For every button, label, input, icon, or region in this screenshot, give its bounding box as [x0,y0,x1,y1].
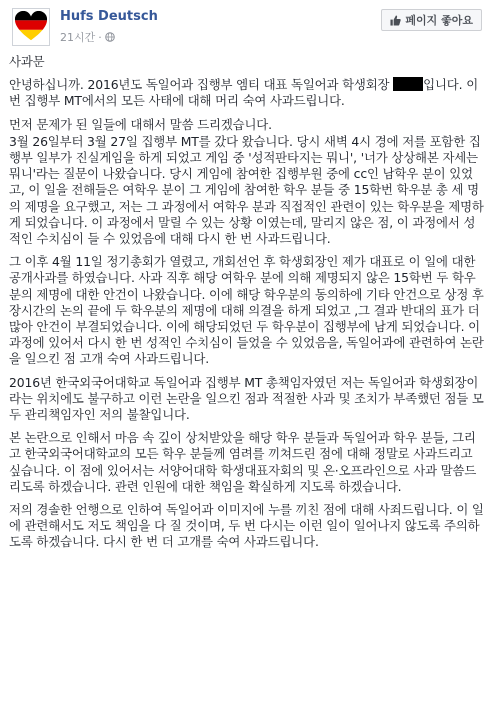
post-paragraph: 3월 26일부터 3월 27일 집행부 MT를 갔다 왔습니다. 당시 새벽 4시 경에 저를 포함한 집행부 일부가 진실게임을 하게 되었고 게임 중 '성적판타지는 뭐니', '너가 상상해본 자세는 뭐니'라는 질문이 나왔습니다. 당시 게임에 참여한 집행부원 중에 cc인 남학우 분이 있었고, 이 일을 전해들은 여학우 분이 그 게임에 참여한 학우 분들 중 15학번 학우분 총 세 명의 제명을 요구했고, 저는 그 과정에서 여학우 분과 직접적인 관련이 있는 학우분을 제명하게 되었습니다. 이 과정에서 말릴 수 있는 상황 이였는데, 말리지 않은 점, 이 과정에서 성적인 수치심이 들 수 있었음에 대해 다시 한 번 사과드립니다. [9,133,484,247]
post-header [0,0,490,50]
post-title: 사과문 [9,54,45,69]
post-paragraph: 먼저 문제가 된 일들에 대해서 말씀 드리겠습니다. [9,116,272,132]
post-paragraph: 그 이후 4월 11일 정기총회가 열렸고, 개회선언 후 학생회장인 제가 대표로 이 일에 대한 공개사과를 하였습니다. 사과 직후 해당 여학우 분에 의해 제명되지 않은 15학번 두 학우분의 제명에 대한 안건이 나왔습니다. 이에 해당 학우분의 동의하에 기타 안건으로 상정 후 장시간의 논의 끝에 두 학우분의 제명에 대해 의결을 하게 되었고 ,그 결과 반대의 표가 더 많아 안건이 부결되었습니다. 이에 해당되었던 두 학우분이 집행부에 남게 되었습니다. 이 과정에 있어서 다시 한 번 성적인 수치심이 들었을 수 있었음을, 독일어과에 관련하여 논란을 일으킨 점 고개 숙여 사과드립니다. [9,254,484,367]
separator-dot: · [98,30,102,44]
post-paragraph: 안녕하십니까. 2016년도 독일어과 집행부 엠티 대표 독일어과 학생회장 입니다. 이번 집행부 MT에서의 모든 사태에 대해 머리 숙여 사과드립니다. [9,77,479,109]
post-timestamp[interactable] [60,29,115,45]
post-time[interactable]: 21시간 [60,31,96,44]
redacted-name [393,77,423,91]
page-like-button[interactable] [381,9,482,31]
page-name-link[interactable]: Hufs Deutsch [60,9,158,24]
like-button-label: 페이지 좋아요 [405,14,473,27]
post-paragraph: 저의 경솔한 언행으로 인하여 독일어과 이미지에 누를 끼친 점에 대해 사죄드립니다. 이 일에 관련해서도 저도 책임을 다 질 것이며, 두 번 다시는 이런 일이 일어나지 않도록 주의하도록 하겠습니다. 다시 한 번 더 고개를 숙여 사과드립니다. [9,502,484,550]
heart-flag-logo-icon [13,9,49,45]
post-paragraph: 2016년 한국외국어대학교 독일어과 집행부 MT 총책임자였던 저는 독일어과 학생회장이라는 위치에도 불구하고 이런 논란을 일으킨 점과 적절한 사과 및 조치가 부족했던 점들 모두 관리책임자인 저의 불찰입니다. [9,374,484,423]
post-paragraph: 본 논란으로 인해서 마음 속 깊이 상처받았을 해당 학우 분들과 독일어과 학우 분들, 그리고 한국외국어대학교의 모든 학우 분들께 염려를 끼쳐드린 점에 대해 정말로 사과드리고 싶습니다. 이 점에 있어서는 서양어대학 학생대표자회의 및 온·오프라인으로 사과 말씀드리도록 하겠습니다. 관련 인원에 대한 책임을 확실하게 지도록 하겠습니다. [9,430,477,494]
thumbs-up-icon [390,15,401,26]
post-body [9,54,484,558]
globe-icon [105,32,115,42]
page-avatar[interactable] [12,8,50,46]
